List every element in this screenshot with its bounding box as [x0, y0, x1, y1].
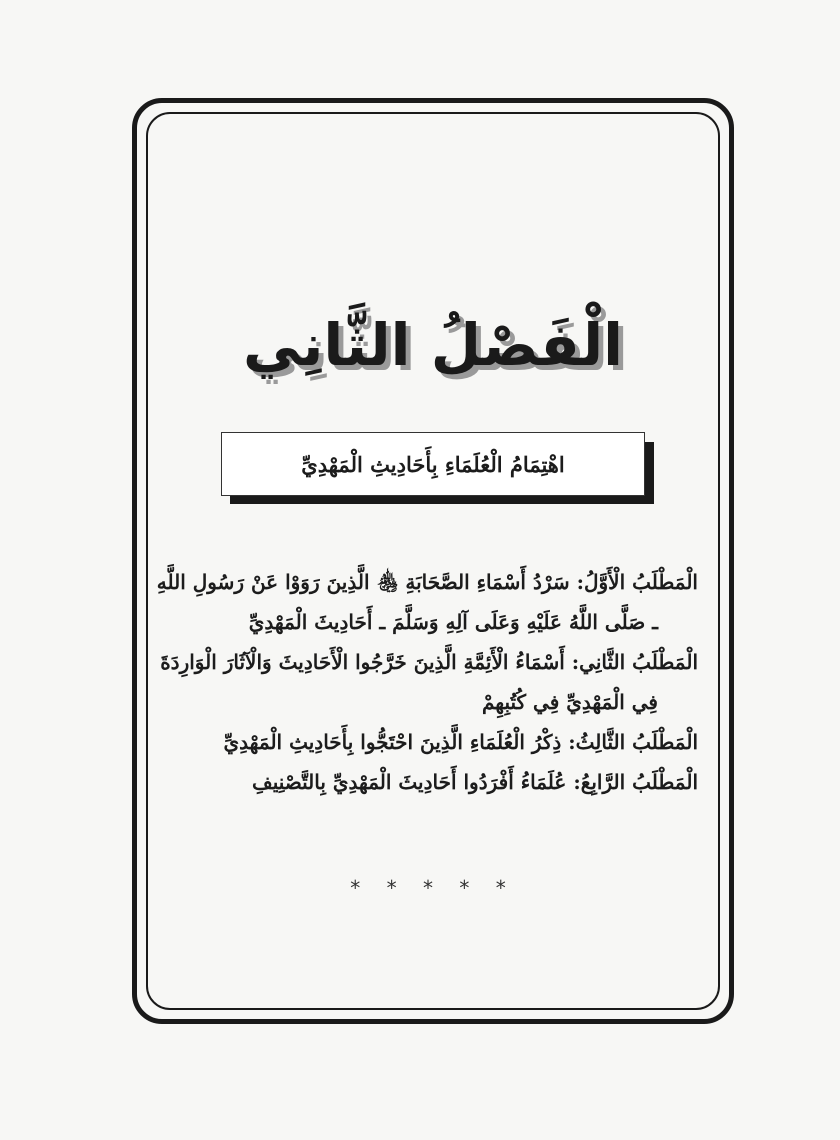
- section-item-third: الْمَطْلَبُ الثَّالِثُ: ذِكْرُ الْعُلَمَاءِ الَّذِينَ احْتَجُّوا بِأَحَادِيثِ الْمَهْدِيِّ: [223, 730, 698, 754]
- chapter-subtitle: اهْتِمَامُ الْعُلَمَاءِ بِأَحَادِيثِ الْمَهْدِيِّ: [301, 451, 565, 477]
- sections-list: [150, 562, 704, 802]
- subtitle-box: [221, 432, 645, 496]
- section-separator: * * * * *: [350, 876, 516, 900]
- section-item-first: الْمَطْلَبُ الْأَوَّلُ: سَرْدُ أَسْمَاءِ الصَّحَابَةِ ﵃ الَّذِينَ رَوَوْا عَنْ رَسُولِ اللَّهِ ـ صَلَّى اللَّهُ عَلَيْهِ وَعَلَى آلِهِ وَسَلَّمَ ـ أَحَادِيثَ الْمَهْدِيِّ: [156, 570, 698, 634]
- chapter-title: الْفَصْلُ الثَّانِي: [242, 311, 624, 379]
- section-item-fourth: الْمَطْلَبُ الرَّابِعُ: عُلَمَاءُ أَفْرَدُوا أَحَادِيثَ الْمَهْدِيِّ بِالتَّصْنِيفِ: [252, 770, 698, 794]
- section-item-second: الْمَطْلَبُ الثَّانِي: أَسْمَاءُ الْأَئِمَّةِ الَّذِينَ خَرَّجُوا الْأَحَادِيثَ وَالْآثَارَ الْوَارِدَةَ فِي الْمَهْدِيِّ فِي كُتُبِهِمْ: [160, 650, 698, 714]
